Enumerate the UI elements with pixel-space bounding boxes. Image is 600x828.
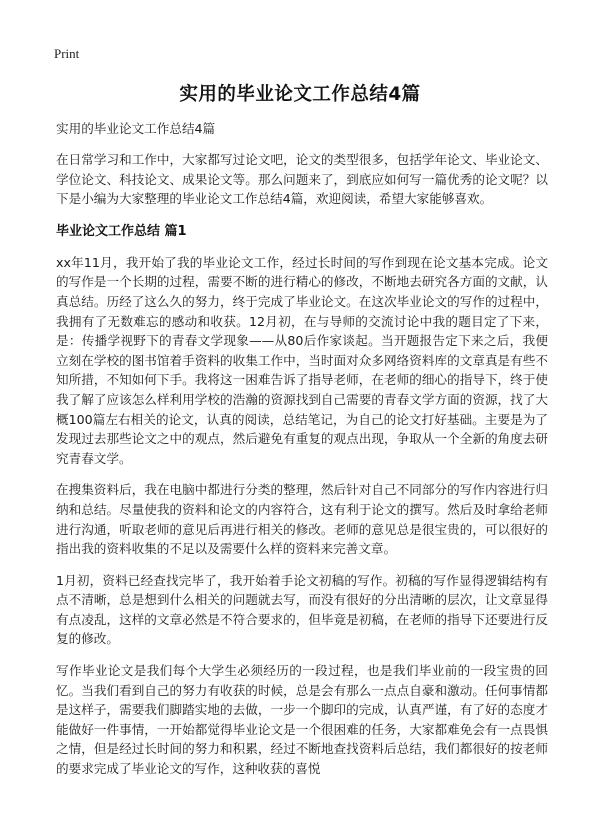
document-subtitle: 实用的毕业论文工作总结4篇 [56, 121, 216, 136]
section-heading: 毕业论文工作总结 篇1 [56, 223, 187, 239]
body-paragraph: 在搜集资料后，我在电脑中都进行分类的整理，然后针对自己不同部分的写作内容进行归纳和总结。尽量使我的资料和论文的内容符合，这有利于论文的撰写。然后及时拿给老师进行沟通，听取老师的意见后再进行相关的修改。老师的意见总是很宝贵的，可以很好的指出我的资料收集的不足以及需要什么样的资料来完善文章。 [56, 482, 548, 557]
body-paragraph: xx年11月，我开始了我的毕业论文工作，经过长时间的写作到现在论文基本完成。论文的写作是一个长期的过程，需要不断的进行精心的修改，不断地去研究各方面的文献，认真总结。历经了这么久的努力，终于完成了毕业论文。在这次毕业论文的写作的过程中，我拥有了无数难忘的感动和收获。12月初，在与导师的交流讨论中我的题目定了下来，是：传播学视野下的青春文学现象——从80后作家谈起。当开题报告定下来之后，我便立刻在学校的图书馆着手资料的收集工作中，当时面对众多网络资料库的文章真是有些不知所措，不知如何下手。我将这一困难告诉了指导老师，在老师的细心的指导下，终于使我了解了应该怎么样利用学校的浩瀚的资源找到自己需要的青春文学方面的资源，找了大概100篇左右相关的论文，认真的阅读，总结笔记，为自己的论文打好基础。主要是为了发现过去那些论文之中的观点，然后避免有重复的观点出现，争取从一个全新的角度去研究青春文学。 [56, 254, 548, 466]
intro-paragraph: 在日常学习和工作中，大家都写过论文吧，论文的类型很多，包括学年论文、毕业论文、学位论文、科技论文、成果论文等。那么问题来了，到底应如何写一篇优秀的论文呢？以下是小编为大家整理的毕业论文工作总结4篇，欢迎阅读，希望大家能够喜欢。 [56, 152, 548, 207]
page-title: 实用的毕业论文工作总结4篇 [179, 84, 421, 105]
print-link[interactable]: Print [54, 46, 80, 61]
document-body [56, 120, 548, 791]
body-paragraph: 写作毕业论文是我们每个大学生必须经历的一段过程，也是我们毕业前的一段宝贵的回忆。当我们看到自己的努力有收获的时候，总是会有那么一点点自豪和激动。任何事情都是这样子，需要我们脚踏实地的去做，一步一个脚印的完成，认真严谨，有了好的态度才能做好一件事情，一开始都觉得毕业论文是一个很困难的任务，大家都难免会有一点畏惧之情，但是经过长时间的努力和积累，经过不断地查找资料后总结，我们都很好的按老师的要求完成了毕业论文的写作，这种收获的喜悦 [56, 663, 548, 777]
body-paragraph: 1月初，资料已经查找完毕了，我开始着手论文初稿的写作。初稿的写作显得逻辑结构有点不清晰，总是想到什么相关的问题就去写，而没有很好的分出清晰的层次，让文章显得有点凌乱，这样的文章必然是不符合要求的，但毕竟是初稿，在老师的指导下还要进行反复的修改。 [56, 572, 548, 647]
